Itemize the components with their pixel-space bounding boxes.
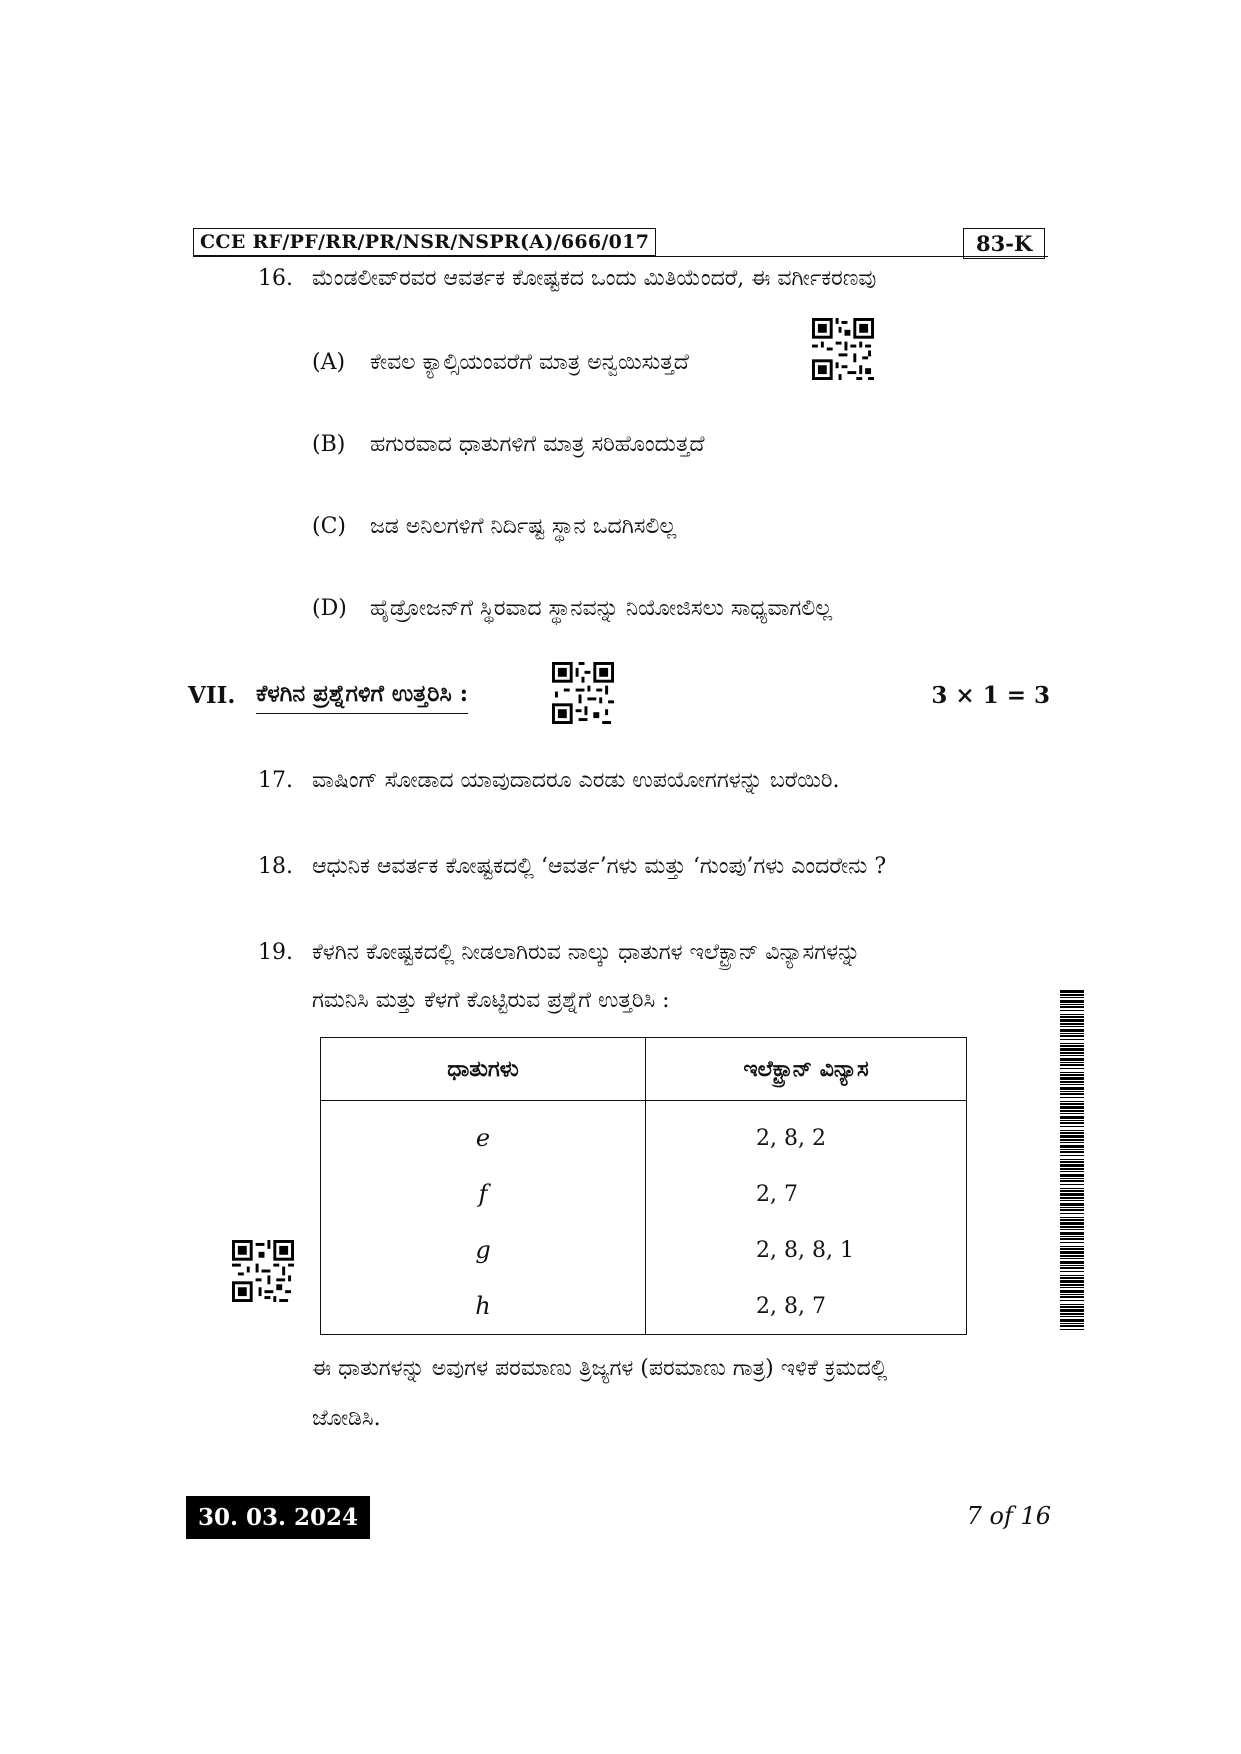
barcode-icon	[1060, 990, 1084, 1332]
q17-number: 17.	[258, 768, 293, 793]
element-symbol: e	[321, 1101, 646, 1167]
q18-number: 18.	[258, 854, 293, 879]
qr-code-icon	[232, 1240, 294, 1302]
electron-configuration: 2, 8, 2	[646, 1101, 967, 1167]
q16-option-d-text: ಹೈಡ್ರೋಜನ್‌ಗೆ ಸ್ಥಿರವಾದ ಸ್ಥಾನವನ್ನು ನಿಯೋಜಿಸಲು ಸಾಧ್ಯವಾಗಲಿಲ್ಲ	[370, 596, 833, 621]
q16-option-c-label: (C)	[312, 514, 346, 539]
q16-option-a-label: (A)	[312, 350, 346, 375]
table-header-configuration: ಇಲೆಕ್ಟ್ರಾನ್ ವಿನ್ಯಾಸ	[646, 1038, 967, 1101]
table-header-elements: ಧಾತುಗಳು	[321, 1038, 646, 1101]
q16-text: ಮೆಂಡಲೀವ್‌ರವರ ಆವರ್ತಕ ಕೋಷ್ಟಕದ ಒಂದು ಮಿತಿಯೆಂದರೆ, ಈ ವರ್ಗೀಕರಣವು	[312, 266, 877, 291]
qr-code-icon	[552, 662, 614, 724]
electron-configuration: 2, 8, 8, 1	[646, 1222, 967, 1278]
electron-configuration-table	[320, 1037, 967, 1335]
q16-option-c-text: ಜಡ ಅನಿಲಗಳಿಗೆ ನಿರ್ದಿಷ್ಟ ಸ್ಥಾನ ಒದಗಿಸಲಿಲ್ಲ	[370, 514, 677, 539]
section-numeral: VII.	[188, 682, 236, 709]
q16-option-a-text: ಕೇವಲ ಕ್ಯಾಲ್ಸಿಯಂವರೆಗೆ ಮಾತ್ರ ಅನ್ವಯಿಸುತ್ತದೆ	[370, 350, 689, 375]
q19-line-2: ಗಮನಿಸಿ ಮತ್ತು ಕೆಳಗೆ ಕೊಟ್ಟಿರುವ ಪ್ರಶ್ನೆಗೆ ಉತ್ತರಿಸಿ :	[312, 988, 670, 1013]
q17-text: ವಾಷಿಂಗ್ ಸೋಡಾದ ಯಾವುದಾದರೂ ಎರಡು ಉಪಯೋಗಗಳನ್ನು ಬರೆಯಿರಿ.	[312, 768, 840, 793]
q19-number: 19.	[258, 940, 293, 965]
table-row	[321, 1222, 967, 1278]
q16-option-b-text: ಹಗುರವಾದ ಧಾತುಗಳಿಗೆ ಮಾತ್ರ ಸರಿಹೊಂದುತ್ತದೆ	[370, 432, 705, 457]
electron-configuration: 2, 7	[646, 1166, 967, 1222]
q19-instruction-line-1: ಈ ಧಾತುಗಳನ್ನು ಅವುಗಳ ಪರಮಾಣು ತ್ರಿಜ್ಯಗಳ (ಪರಮಾಣು ಗಾತ್ರ) ಇಳಿಕೆ ಕ್ರಮದಲ್ಲಿ	[312, 1356, 888, 1381]
section-title: ಕೆಳಗಿನ ಪ್ರಶ್ನೆಗಳಿಗೆ ಉತ್ತರಿಸಿ :	[256, 680, 468, 714]
header-rule	[193, 256, 1048, 257]
q19-line-1: ಕೆಳಗಿನ ಕೋಷ್ಟಕದಲ್ಲಿ ನೀಡಲಾಗಿರುವ ನಾಲ್ಕು ಧಾತುಗಳ ಇಲೆಕ್ಟ್ರಾನ್ ವಿನ್ಯಾಸಗಳನ್ನು	[312, 940, 861, 965]
element-symbol: h	[321, 1278, 646, 1335]
subject-code: CCE RF/PF/RR/PR/NSR/NSPR(A)/666/017	[193, 228, 656, 256]
q19-instruction-line-2: ಜೋಡಿಸಿ.	[312, 1406, 381, 1431]
table-row	[321, 1101, 967, 1167]
table-row	[321, 1166, 967, 1222]
element-symbol: f	[321, 1166, 646, 1222]
element-symbol: g	[321, 1222, 646, 1278]
exam-date: 30. 03. 2024	[186, 1496, 370, 1539]
paper-code: 83-K	[963, 228, 1045, 259]
electron-configuration: 2, 8, 7	[646, 1278, 967, 1335]
table-row	[321, 1278, 967, 1335]
q16-option-b-label: (B)	[312, 432, 346, 457]
q18-text: ಆಧುನಿಕ ಆವರ್ತಕ ಕೋಷ್ಟಕದಲ್ಲಿ ‘ಆವರ್ತ’ಗಳು ಮತ್ತು ‘ಗುಂಪು’ಗಳು ಎಂದರೇನು ?	[312, 854, 887, 879]
qr-code-icon	[812, 318, 874, 380]
page-number: 7 of 16	[966, 1502, 1051, 1530]
q16-option-d-label: (D)	[312, 596, 347, 621]
section-marks: 3 × 1 = 3	[931, 682, 1050, 709]
q16-number: 16.	[258, 266, 293, 291]
